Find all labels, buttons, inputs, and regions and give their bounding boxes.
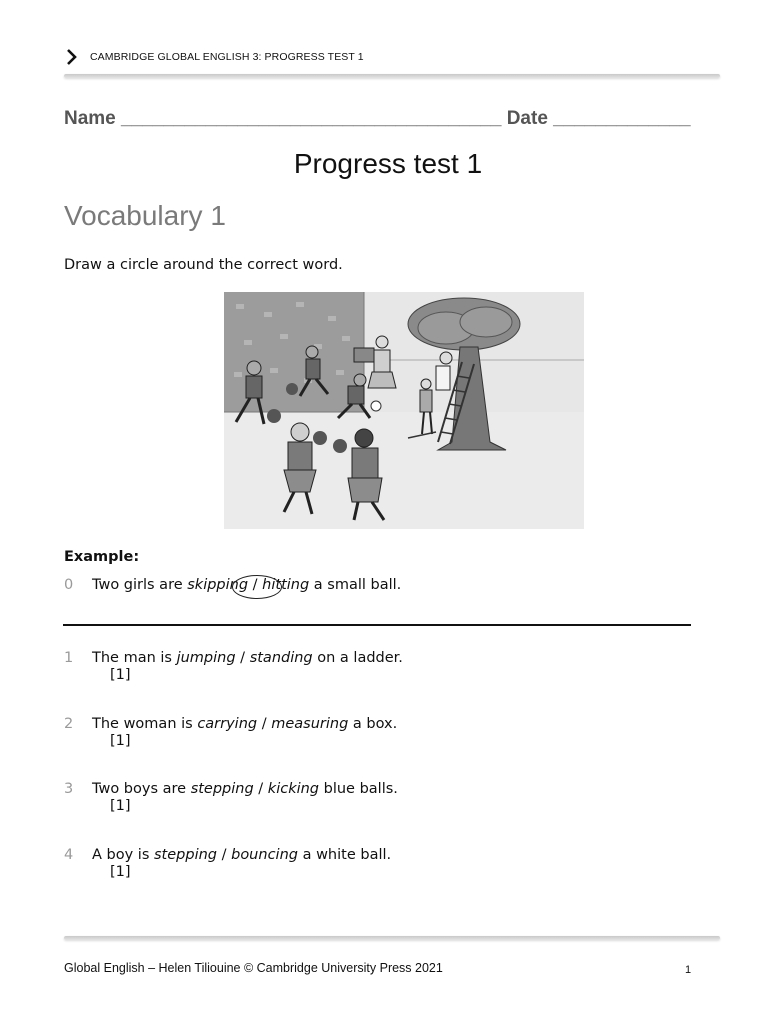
chevron-right-icon (62, 47, 82, 67)
example-number: 0 (64, 577, 74, 593)
page-title: Progress test 1 (293, 148, 483, 179)
playground-illustration (224, 292, 584, 529)
footer-copyright: Global English – Helen Tiliouine © Cambridge University Press 2021 (64, 961, 443, 975)
question-mark: [1] (110, 864, 131, 880)
footer-divider (64, 936, 720, 940)
answer-option-a[interactable]: carrying (197, 716, 258, 732)
section-heading: Vocabulary 1 (64, 200, 226, 231)
page-header (62, 46, 364, 68)
example-option-a: skipping (187, 577, 249, 593)
question-mark: [1] (110, 798, 131, 814)
question-number: 3 (64, 781, 74, 797)
answer-option-a[interactable]: stepping (154, 847, 217, 863)
question-sentence: A boy is stepping / bouncing a white ball. (92, 847, 392, 863)
page-number: 1 (685, 964, 692, 976)
question-number: 1 (64, 650, 74, 666)
example-answer-circle (232, 575, 282, 599)
example-divider (63, 624, 691, 626)
question-sentence: The woman is carrying / measuring a box. (92, 716, 398, 732)
question-mark: [1] (110, 667, 131, 683)
instruction-text: Draw a circle around the correct word. (64, 257, 343, 273)
question-mark: [1] (110, 733, 131, 749)
answer-option-a[interactable]: stepping (190, 781, 254, 797)
name-date-line[interactable]: Name ____________________________________ Date _____________ (64, 108, 691, 129)
question-sentence: The man is jumping / standing on a ladder. (92, 650, 403, 666)
answer-option-b[interactable]: bouncing (231, 847, 298, 863)
example-label: Example: (64, 549, 140, 565)
answer-option-b[interactable]: measuring (271, 716, 349, 732)
header-title: CAMBRIDGE GLOBAL ENGLISH 3: PROGRESS TEST 1 (90, 51, 364, 63)
example-sentence: Two girls are skipping / hitting a small ball. (92, 577, 402, 593)
question-number: 2 (64, 716, 74, 732)
question-sentence: Two boys are stepping / kicking blue balls. (92, 781, 398, 797)
header-divider (64, 74, 720, 78)
answer-option-b[interactable]: kicking (267, 781, 320, 797)
answer-option-a[interactable]: jumping (176, 650, 236, 666)
question-number: 4 (64, 847, 74, 863)
example-option-b: hitting (262, 577, 310, 593)
answer-option-b[interactable]: standing (249, 650, 313, 666)
